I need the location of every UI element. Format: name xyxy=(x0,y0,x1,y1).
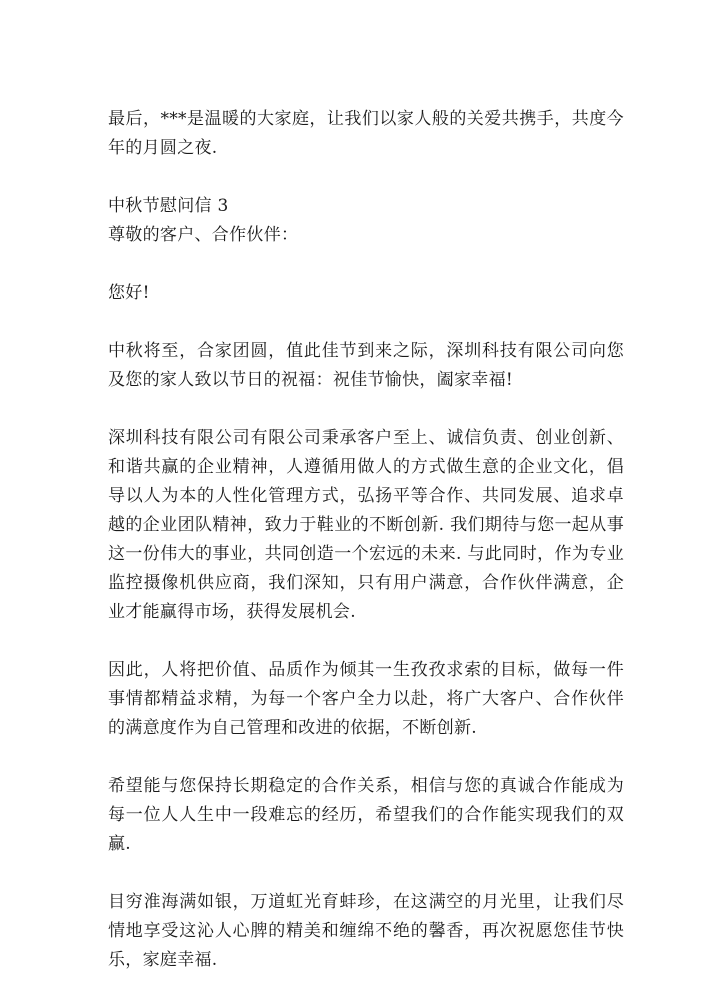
letter-body xyxy=(108,105,624,1004)
salutation: 尊敬的客户、合作伙伴： xyxy=(108,225,299,245)
closing-paragraph: 最后，***是温暖的大家庭，让我们以家人般的关爱共携手，共度今年的月圆之夜. xyxy=(108,109,624,158)
letter-title: 中秋节慰问信 3 xyxy=(108,196,229,216)
paragraph-company-spirit: 深圳科技有限公司有限公司秉承客户至上、诚信负责、创业创新、和谐共赢的企业精神，人遵循用做人的方式做生意的企业文化，倡导以人为本的人性化管理方式，弘扬平等合作、共同发展、追求卓越的企业团队精神，致力于鞋业的不断创新. 我们期待与您一起从事这一份伟大的事业，共同创造一个宏远的未来. 与此同时，作为专业监控摄像机供应商，我们深知，只有用户满意，合作伙伴满意，企业才能赢得市场，获得发展机会. xyxy=(108,428,624,622)
greeting: 您好! xyxy=(108,283,150,303)
paragraph-quality-goal: 因此，人将把价值、品质作为倾其一生孜孜求索的目标，做每一件事情都精益求精，为每一个客户全力以赴，将广大客户、合作伙伴的满意度作为自己管理和改进的依据，不断创新. xyxy=(108,660,624,738)
letter-header xyxy=(108,192,624,250)
paragraph-festival-wishes: 中秋将至，合家团圆，值此佳节到来之际，深圳科技有限公司向您及您的家人致以节日的祝福：祝佳节愉快，阖家幸福! xyxy=(108,341,624,390)
paragraph-cooperation-hope: 希望能与您保持长期稳定的合作关系，相信与您的真诚合作能成为每一位人人生中一段难忘的经历，希望我们的合作能实现我们的双赢. xyxy=(108,776,624,854)
paragraph-final-wishes: 目穷淮海满如银，万道虹光育蚌珍，在这满空的月光里，让我们尽情地享受这沁人心脾的精美和缠绵不绝的馨香，再次祝愿您佳节快乐，家庭幸福. xyxy=(108,892,624,970)
